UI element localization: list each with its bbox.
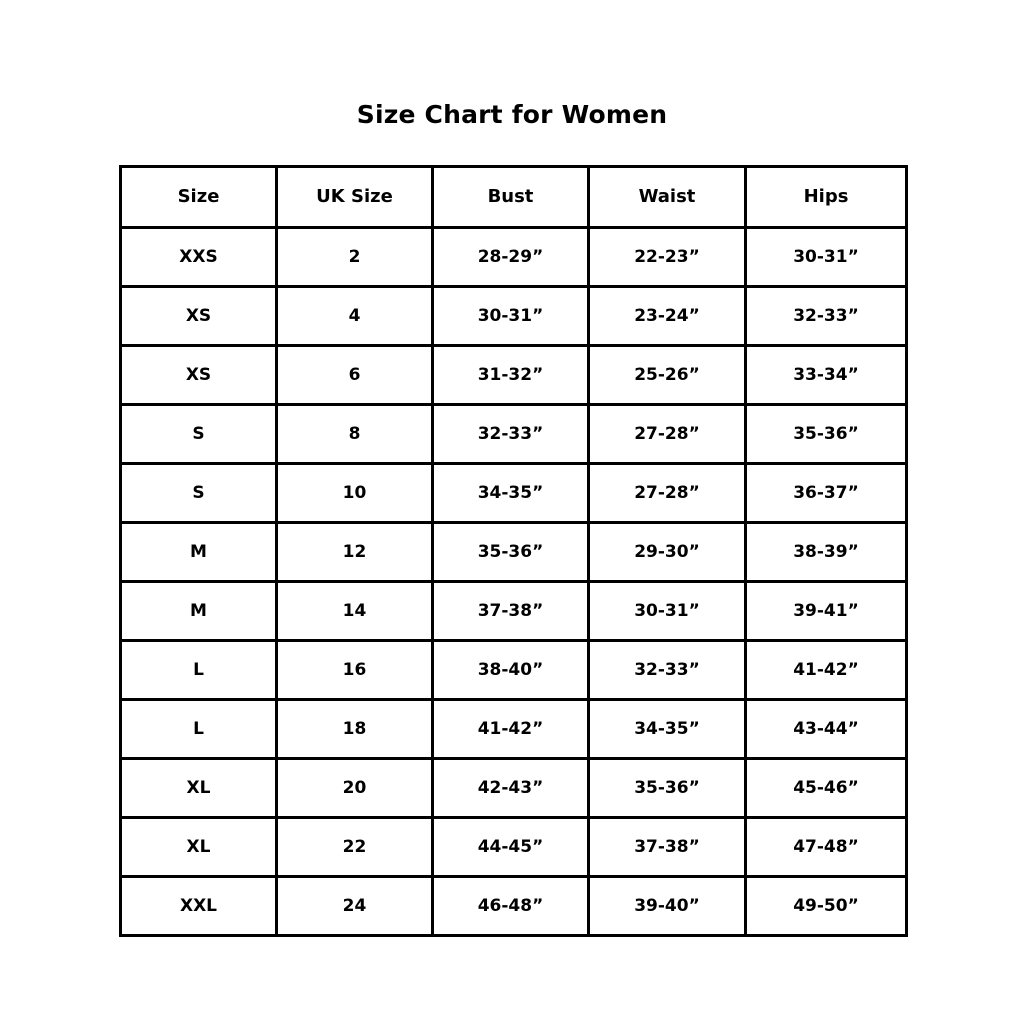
cell-uk-size: 8 xyxy=(277,405,433,464)
cell-size: M xyxy=(121,523,277,582)
cell-waist: 22-23” xyxy=(589,228,746,287)
cell-waist: 35-36” xyxy=(589,759,746,818)
size-chart-table xyxy=(119,165,908,937)
cell-waist: 39-40” xyxy=(589,877,746,936)
cell-bust: 32-33” xyxy=(433,405,589,464)
cell-size: XL xyxy=(121,759,277,818)
cell-bust: 37-38” xyxy=(433,582,589,641)
table-row xyxy=(121,582,907,641)
cell-bust: 30-31” xyxy=(433,287,589,346)
cell-waist: 29-30” xyxy=(589,523,746,582)
cell-waist: 23-24” xyxy=(589,287,746,346)
column-header-uk-size: UK Size xyxy=(277,167,433,228)
cell-uk-size: 18 xyxy=(277,700,433,759)
cell-waist: 30-31” xyxy=(589,582,746,641)
cell-size: L xyxy=(121,700,277,759)
cell-hips: 35-36” xyxy=(746,405,907,464)
cell-hips: 43-44” xyxy=(746,700,907,759)
cell-size: XXS xyxy=(121,228,277,287)
cell-hips: 47-48” xyxy=(746,818,907,877)
cell-bust: 34-35” xyxy=(433,464,589,523)
cell-hips: 32-33” xyxy=(746,287,907,346)
column-header-hips: Hips xyxy=(746,167,907,228)
cell-bust: 28-29” xyxy=(433,228,589,287)
page-title: Size Chart for Women xyxy=(356,100,668,129)
cell-uk-size: 12 xyxy=(277,523,433,582)
cell-size: XS xyxy=(121,346,277,405)
cell-hips: 39-41” xyxy=(746,582,907,641)
cell-bust: 31-32” xyxy=(433,346,589,405)
table-header xyxy=(121,167,907,228)
table-row xyxy=(121,228,907,287)
table-row xyxy=(121,405,907,464)
cell-bust: 38-40” xyxy=(433,641,589,700)
cell-hips: 49-50” xyxy=(746,877,907,936)
cell-waist: 37-38” xyxy=(589,818,746,877)
column-header-bust: Bust xyxy=(433,167,589,228)
cell-size: XS xyxy=(121,287,277,346)
cell-hips: 33-34” xyxy=(746,346,907,405)
cell-hips: 36-37” xyxy=(746,464,907,523)
table-row xyxy=(121,700,907,759)
cell-uk-size: 4 xyxy=(277,287,433,346)
cell-uk-size: 20 xyxy=(277,759,433,818)
cell-bust: 46-48” xyxy=(433,877,589,936)
table-row xyxy=(121,818,907,877)
cell-uk-size: 22 xyxy=(277,818,433,877)
cell-size: S xyxy=(121,405,277,464)
column-header-size: Size xyxy=(121,167,277,228)
cell-uk-size: 10 xyxy=(277,464,433,523)
table-row xyxy=(121,287,907,346)
cell-hips: 38-39” xyxy=(746,523,907,582)
cell-hips: 45-46” xyxy=(746,759,907,818)
cell-size: S xyxy=(121,464,277,523)
cell-waist: 27-28” xyxy=(589,405,746,464)
cell-size: L xyxy=(121,641,277,700)
cell-size: XXL xyxy=(121,877,277,936)
column-header-waist: Waist xyxy=(589,167,746,228)
cell-bust: 44-45” xyxy=(433,818,589,877)
table-row xyxy=(121,464,907,523)
cell-uk-size: 16 xyxy=(277,641,433,700)
cell-waist: 34-35” xyxy=(589,700,746,759)
table-row xyxy=(121,641,907,700)
cell-size: XL xyxy=(121,818,277,877)
cell-waist: 25-26” xyxy=(589,346,746,405)
cell-bust: 35-36” xyxy=(433,523,589,582)
cell-waist: 32-33” xyxy=(589,641,746,700)
cell-hips: 30-31” xyxy=(746,228,907,287)
table-row xyxy=(121,523,907,582)
cell-bust: 41-42” xyxy=(433,700,589,759)
table-row xyxy=(121,759,907,818)
cell-size: M xyxy=(121,582,277,641)
size-chart-table-container xyxy=(119,165,905,937)
cell-uk-size: 2 xyxy=(277,228,433,287)
cell-hips: 41-42” xyxy=(746,641,907,700)
cell-waist: 27-28” xyxy=(589,464,746,523)
cell-uk-size: 14 xyxy=(277,582,433,641)
cell-bust: 42-43” xyxy=(433,759,589,818)
table-body xyxy=(121,228,907,936)
cell-uk-size: 24 xyxy=(277,877,433,936)
table-row xyxy=(121,346,907,405)
cell-uk-size: 6 xyxy=(277,346,433,405)
table-row xyxy=(121,877,907,936)
table-header-row xyxy=(121,167,907,228)
